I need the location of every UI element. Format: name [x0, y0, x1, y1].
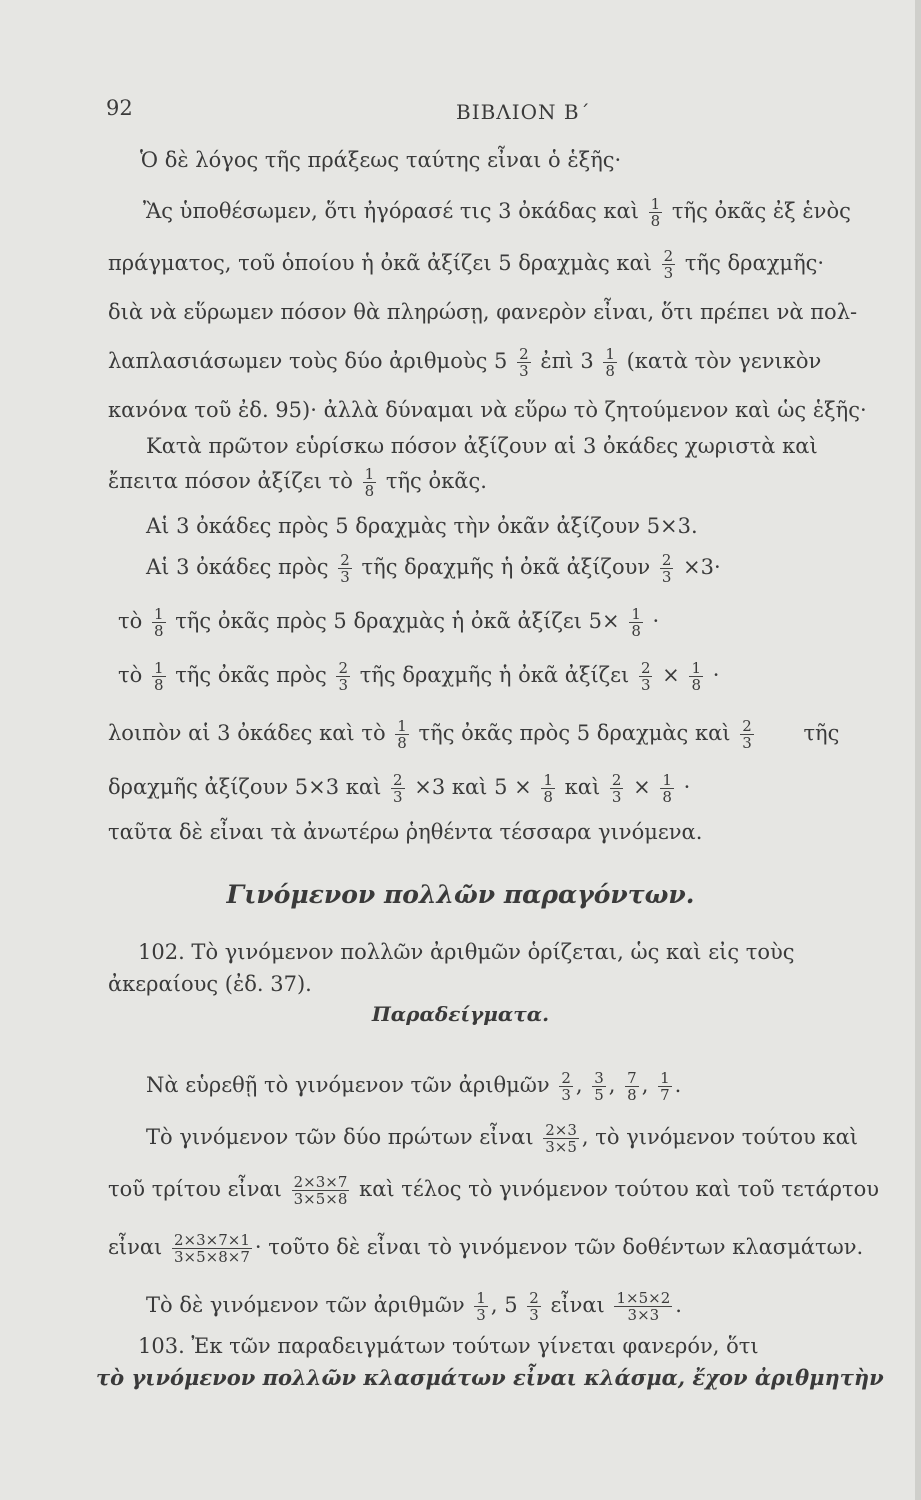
- fraction: $\frac{2}{3}$: [561, 1069, 571, 1104]
- fraction: $\frac{1}{8}$: [543, 771, 553, 806]
- text-line: τὸ $\frac{1}{8}$ τῆς ὀκᾶς πρὸς $\frac{2}{3}$ τῆς δραχμῆς ἡ ὀκᾶ ἀξίζει $\frac{2}{3}$ × $\frac{1}{8}$ ·: [118, 659, 720, 694]
- fraction: $\frac{2}{3}$: [661, 551, 672, 586]
- examples-heading: Παραδείγματα.: [371, 1002, 550, 1026]
- fraction: $\frac{2\times 3}{3\times 5}$: [545, 1121, 577, 1156]
- fraction: $\frac{2}{3}$: [519, 345, 529, 380]
- fraction: $\frac{2\times 3\times 7}{3\times 5\times 8}$: [293, 1173, 348, 1208]
- fraction: $\frac{1}{8}$: [364, 465, 375, 500]
- text-line: ἔπειτα πόσον ἀξίζει τὸ $\frac{1}{8}$ τῆς ὀκᾶς.: [108, 465, 487, 500]
- text-line: δραχμῆς ἀξίζουν 5×3 καὶ $\frac{2}{3}$ ×3 καὶ 5 × $\frac{1}{8}$ καὶ $\frac{2}{3}$ × $\frac{1}{8}$ ·: [108, 771, 691, 806]
- fraction: $\frac{1}{8}$: [691, 659, 702, 694]
- text-line: ἀκεραίους (ἐδ. 37).: [108, 972, 312, 996]
- text-line: ταῦτα δὲ εἶναι τὰ ἀνωτέρω ῥηθέντα τέσσαρα γινόμενα.: [108, 820, 703, 844]
- fraction: $\frac{7}{8}$: [627, 1069, 637, 1104]
- fraction: $\frac{2}{3}$: [338, 659, 348, 694]
- text-line: τὸ $\frac{1}{8}$ τῆς ὀκᾶς πρὸς 5 δραχμὰς ἡ ὀκᾶ ἀξίζει 5× $\frac{1}{8}$ ·: [118, 605, 660, 640]
- text-line: τοῦ τρίτου εἶναι $\frac{2\times 3\times 7}{3\times 5\times 8}$ καὶ τέλος τὸ γινόμενον τούτου καὶ τοῦ τετάρτου: [108, 1173, 879, 1208]
- page-edge: [915, 0, 921, 1500]
- fraction: $\frac{2}{3}$: [663, 247, 674, 282]
- fraction: $\frac{2}{3}$: [640, 659, 651, 694]
- fraction: $\frac{2}{3}$: [393, 771, 403, 806]
- text-line: διὰ νὰ εὕρωμεν πόσον θὰ πληρώσῃ, φανερὸν εἶναι, ὅτι πρέπει νὰ πολ-: [108, 300, 858, 324]
- fraction: $\frac{2}{3}$: [529, 1289, 539, 1324]
- text-line: 103. Ἐκ τῶν παραδειγμάτων τούτων γίνεται φανερόν, ὅτι: [138, 1334, 759, 1358]
- fraction: $\frac{2}{3}$: [611, 771, 622, 806]
- text-line: πράγματος, τοῦ ὁποίου ἡ ὀκᾶ ἀξίζει 5 δραχμὰς καὶ $\frac{2}{3}$ τῆς δραχμῆς·: [108, 247, 825, 282]
- text-line: 102. Τὸ γινόμενον πολλῶν ἀριθμῶν ὁρίζεται, ὡς καὶ εἰς τοὺς: [138, 940, 795, 964]
- section-heading: Γινόμενον πολλῶν παραγόντων.: [226, 880, 695, 909]
- text-line: εἶναι $\frac{2\times 3\times 7\times 1}{3\times 5\times 8\times 7}$ · τοῦτο δὲ εἶναι τὸ γινόμενον τῶν δοθέντων κλασμάτων.: [108, 1231, 864, 1266]
- fraction: $\frac{1}{8}$: [662, 771, 672, 806]
- text-line: Τὸ δὲ γινόμενον τῶν ἀριθμῶν $\frac{1}{3}$ , 5 $\frac{2}{3}$ εἶναι $\frac{1\times 5\times 2}{3\times 3}$ .: [146, 1289, 682, 1324]
- fraction: $\frac{1}{7}$: [660, 1069, 670, 1104]
- fraction: $\frac{2}{3}$: [742, 717, 752, 752]
- paragraph-intro: Ὁ δὲ λόγος τῆς πράξεως ταύτης εἶναι ὁ ἑξῆς·: [140, 148, 622, 172]
- text-line: Ἂς ὑποθέσωμεν, ὅτι ἠγόρασέ τις 3 ὀκάδας καὶ $\frac{1}{8}$ τῆς ὀκᾶς ἐξ ἑνὸς: [143, 195, 851, 230]
- fraction: $\frac{2\times 3\times 7\times 1}{3\times 5\times 8\times 7}$: [173, 1231, 250, 1266]
- page-number: 92: [106, 96, 133, 120]
- fraction: $\frac{1\times 5\times 2}{3\times 3}$: [616, 1289, 671, 1324]
- fraction: $\frac{1}{8}$: [650, 195, 661, 230]
- fraction: $\frac{1}{3}$: [476, 1289, 486, 1324]
- text-line: Νὰ εὑρεθῇ τὸ γινόμενον τῶν ἀριθμῶν $\frac{2}{3}$ , $\frac{3}{5}$ , $\frac{7}{8}$ , $\frac{1}{7}$ .: [146, 1069, 682, 1104]
- text-line: Τὸ γινόμενον τῶν δύο πρώτων εἶναι $\frac{2\times 3}{3\times 5}$ , τὸ γινόμενον τούτου καὶ: [146, 1121, 859, 1156]
- text-line: Αἱ 3 ὀκάδες πρὸς $\frac{2}{3}$ τῆς δραχμῆς ἡ ὀκᾶ ἀξίζουν $\frac{2}{3}$ ×3·: [146, 551, 721, 586]
- fraction: $\frac{1}{8}$: [153, 605, 164, 640]
- text-line: κανόνα τοῦ ἐδ. 95)· ἀλλὰ δύναμαι νὰ εὕρω τὸ ζητούμενον καὶ ὡς ἑξῆς·: [108, 398, 867, 422]
- fraction: $\frac{1}{8}$: [605, 345, 615, 380]
- text-line: λοιπὸν αἱ 3 ὀκάδες καὶ τὸ $\frac{1}{8}$ τῆς ὀκᾶς πρὸς 5 δραχμὰς καὶ $\frac{2}{3}$ τῆς: [108, 717, 840, 752]
- fraction: $\frac{1}{8}$: [397, 717, 407, 752]
- text-line: λαπλασιάσωμεν τοὺς δύο ἀριθμοὺς 5 $\frac{2}{3}$ ἐπὶ 3 $\frac{1}{8}$ (κατὰ τὸν γενικὸν: [108, 345, 822, 380]
- text-line: Κατὰ πρῶτον εὑρίσκω πόσον ἀξίζουν αἱ 3 ὀκάδες χωριστὰ καὶ: [146, 434, 818, 458]
- fraction: $\frac{2}{3}$: [340, 551, 350, 586]
- fraction: $\frac{3}{5}$: [594, 1069, 604, 1104]
- fraction: $\frac{1}{8}$: [153, 659, 164, 694]
- fraction: $\frac{1}{8}$: [631, 605, 641, 640]
- text-line: Αἱ 3 ὀκάδες πρὸς 5 δραχμὰς τὴν ὀκᾶν ἀξίζουν 5×3.: [146, 514, 698, 538]
- running-title: ΒΙΒΛΙΟΝ Β΄: [456, 100, 591, 124]
- text-line-emphasis: τὸ γινόμενον πολλῶν κλασμάτων εἶναι κλάσμα, ἔχον ἀριθμητὴν: [96, 1365, 884, 1390]
